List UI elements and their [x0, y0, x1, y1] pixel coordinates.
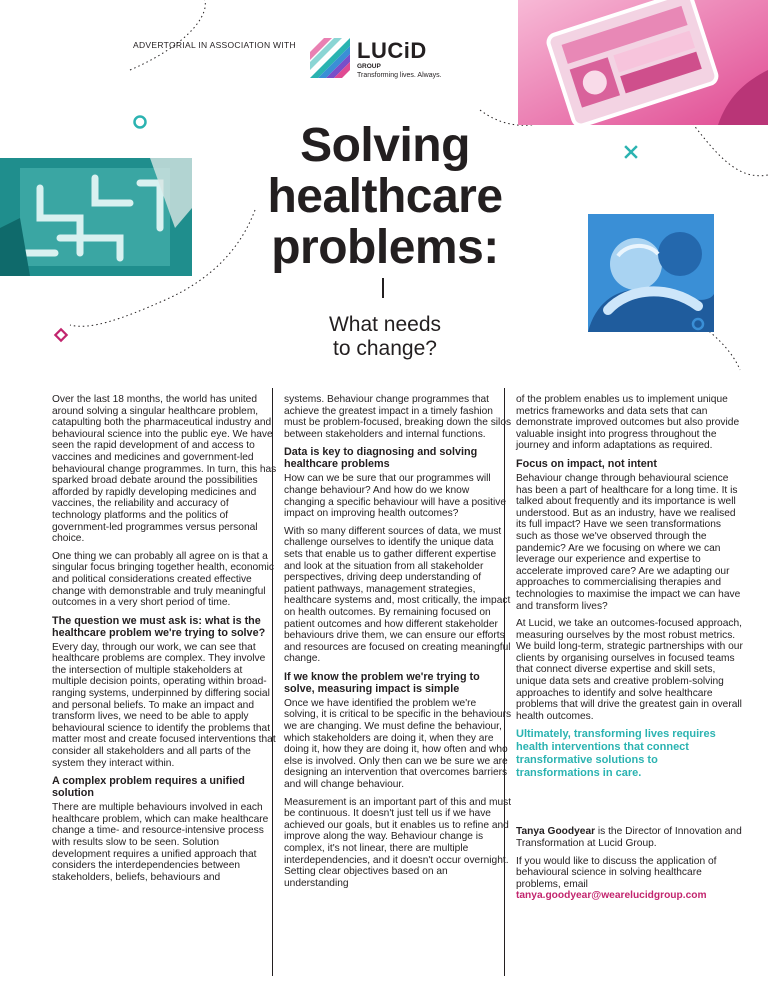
section-heading: A complex problem requires a unified solution — [52, 775, 245, 800]
paragraph: Over the last 18 months, the world has united around solving a singular healthcare problem, catapulting both the pharmaceutical industry and behavioural science into the public eye. We have seen the rapid development of and access to vaccines and medicines and government-led behavioural change programmes. In turn, this has sparked broad debate around the possibilities afforded by rapidly developing medicines and vaccines, the reliability and accuracy of technology platforms and the politics of government-led programmes versus personal choice. — [52, 394, 277, 545]
teal-cross-icon — [623, 144, 639, 160]
section-heading: The question we must ask is: what is the healthcare problem we're trying to solve? — [52, 614, 266, 639]
paragraph: of the problem enables us to implement unique metrics frameworks and data sets that can demonstrate improved outcomes but also provide valuable insight into progress throughout the journey and inform adaptations as required. — [516, 394, 740, 452]
paragraph: How can we be sure that our programmes will change behaviour? And how do we know changing a specific behaviour will have a positive impact on improving health outcomes? — [284, 473, 506, 520]
blue-embrace-photo — [588, 214, 714, 332]
lucid-logo-group: GROUP — [357, 63, 381, 70]
subtitle-line-2: to change? — [333, 337, 437, 360]
title-divider — [382, 278, 384, 298]
paragraph: systems. Behaviour change programmes that achieve the greatest impact in a timely fashion must be problem-focused, breaking down the silos between stakeholders and internal functions. — [284, 394, 512, 440]
article-column-1 — [52, 394, 280, 889]
author-role: is the Director of Innovation and Transformation at Lucid Group. — [516, 826, 742, 850]
author-name: Tanya Goodyear — [516, 826, 596, 838]
advertorial-label: ADVERTORIAL IN ASSOCIATION WITH — [133, 40, 296, 50]
paragraph: Every day, through our work, we can see that healthcare problems are complex. They involve the intersection of multiple stakeholders at multiple decision points, operating within broad-ranging systems, underpinned by differing social and personal beliefs. To make an impact and transform lives, we need to be able to apply behavioural science to identify the problems that matter most and create focused interventions that consider all stakeholders and all parts of the system they interact within. — [52, 641, 276, 769]
contact-email-link[interactable]: tanya.goodyear@wearelucidgroup.com — [516, 890, 707, 902]
paragraph: Behaviour change through behavioural science has been a part of healthcare for a long time. It is talked about frequently and its importance is well understood. But as an industry, have we realised its full impact? Have we seen transformations such as those we've observed through the pandemic? Are we focusing on where we can leverage our experience and expertise to accelerate improved care? Are we adapting our approaches to commercialising therapies and technologies to maximise the impact we can have and transform lives? — [516, 472, 741, 612]
blue-ring-icon — [690, 316, 706, 332]
title-line-1: Solving — [300, 119, 470, 172]
section-heading: If we know the problem we're trying to solve, measuring impact is simple — [284, 670, 480, 695]
contact-text — [516, 856, 744, 902]
paragraph: At Lucid, we take an outcomes-focused approach, measuring ourselves by the most robust metrics. We build long-term, strategic partnerships with our clients by organising ourselves in focused teams that connect diverse expertise and skill sets, unique data sets and creative problem-solving approaches to identify and solve healthcare problems that will drive the greatest gain in overall health outcomes. — [516, 618, 743, 722]
section-heading: Data is key to diagnosing and solving healthcare problems — [284, 446, 478, 471]
paragraph: With so many different sources of data, we must challenge ourselves to identify the unique data sets that enable us to gather different expertise and look at the situation from all stakeholder perspectives, driving deep understanding of patient pathways, management strategies, healthcare systems and, most critically, the impact on health outcomes. By remaining focused on patient outcomes and how different stakeholder behaviours drive them, we can ensure our efforts and resources are focused on creating meaningful change. — [284, 525, 511, 665]
contact-prompt: If you would like to discuss the application of behavioural science in solving healthcare problems, email — [516, 855, 717, 890]
subtitle — [290, 313, 480, 361]
lucid-logo-wordmark: LUCiD — [357, 38, 427, 63]
subtitle-line-1: What needs — [328, 313, 442, 336]
magenta-diamond-icon — [53, 327, 69, 343]
paragraph: One thing we can probably all agree on is that a singular focus bringing together health, economic and political considerations created effective change with demonstrable and truly meaningful outcomes in a very short period of time. — [52, 550, 274, 609]
paragraph: There are multiple behaviours involved in each healthcare problem, which can make healthcare change a time- and resource-intensive process with results slow to be seen. Solution development requires a unified approach that considers the interdependencies between stakeholders, beliefs, behaviours and — [52, 802, 269, 883]
paragraph: Measurement is an important part of this and must be continuous. It doesn't just tell us if we have achieved our goals, but it enables us to refine and improve along the way. Behaviour change is complex, it's not linear, there are multiple interdependencies, and it doesn't occur overnight. Setting clear objectives based on an understanding — [284, 796, 512, 889]
teal-ring-icon — [132, 114, 148, 130]
paragraph: Once we have identified the problem we're solving, it is critical to be specific in the behaviours we are changing. We must define the behaviour, which stakeholders are doing it, when they are doing it, how they are doing it, how often and who else is involved. Only then can we be sure we are designing an intervention that overcomes barriers and will change behaviour. — [284, 697, 512, 791]
lucid-logo-tagline: Transforming lives. Always. — [357, 72, 442, 79]
title-line-2: healthcare — [267, 170, 503, 223]
lucid-logo-mark-icon — [310, 38, 350, 78]
title-line-3: problems: — [271, 221, 499, 274]
page-title — [230, 120, 540, 273]
article-column-2 — [284, 394, 512, 895]
pull-quote: Ultimately, transforming lives requires health interventions that connect transformative solutions to transformations in care. — [516, 728, 716, 780]
teal-arrows-photo — [0, 158, 192, 276]
pink-tablet-photo — [518, 0, 768, 125]
section-heading: Focus on impact, not intent — [516, 457, 657, 470]
article-column-3 — [516, 394, 744, 908]
author-bio — [516, 826, 744, 849]
